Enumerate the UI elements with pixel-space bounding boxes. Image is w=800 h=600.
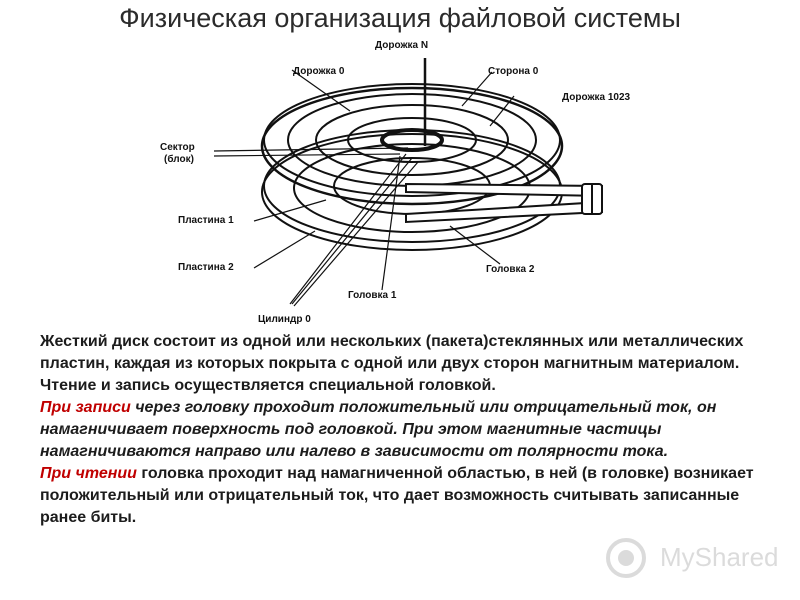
label-plate-2: Пластина 2 <box>178 262 234 273</box>
read-text: головка проходит над намагниченной областью, в ней (в головке) возникает положительный или отрицательный ток, что дает возможность считывать записанные ранее биты. <box>40 465 754 526</box>
write-keyword: При записи <box>40 399 131 416</box>
page-title: Физическая организация файловой системы <box>119 3 681 33</box>
label-head-1: Головка 1 <box>348 290 397 301</box>
watermark-logo-icon <box>600 534 656 580</box>
label-plate-1: Пластина 1 <box>178 215 234 226</box>
label-track-0: Дорожка 0 <box>293 66 345 77</box>
label-cylinder-0: Цилиндр 0 <box>258 314 311 325</box>
write-text: через головку проходит положительный или отрицательный ток, он намагничивает поверхность под головкой. При этом магнитные частицы намагничиваются направо или налево в зависимости от полярности тока. <box>40 399 717 460</box>
label-track-1023: Дорожка 1023 <box>562 92 631 103</box>
label-track-n: Дорожка N <box>375 40 429 51</box>
hard-disk-diagram <box>150 36 631 336</box>
read-keyword: При чтении <box>40 465 137 482</box>
label-sector-line1: Сектор <box>160 142 195 153</box>
body-text <box>40 331 780 529</box>
label-sector-line2: (блок) <box>164 154 194 165</box>
paragraph-write <box>40 397 780 463</box>
myshared-watermark <box>600 534 780 580</box>
paragraph-intro: Жесткий диск состоит из одной или нескольких (пакета)стеклянных или металлических пластин, каждая из которых покрыта с одной или двух сторон магнитным материалом. Чтение и запись осуществляется специальной головкой. <box>40 333 744 394</box>
paragraph-read <box>40 463 780 529</box>
watermark-text: MyShared <box>660 542 779 572</box>
label-head-2: Головка 2 <box>486 264 535 275</box>
label-side-0: Сторона 0 <box>488 66 539 77</box>
